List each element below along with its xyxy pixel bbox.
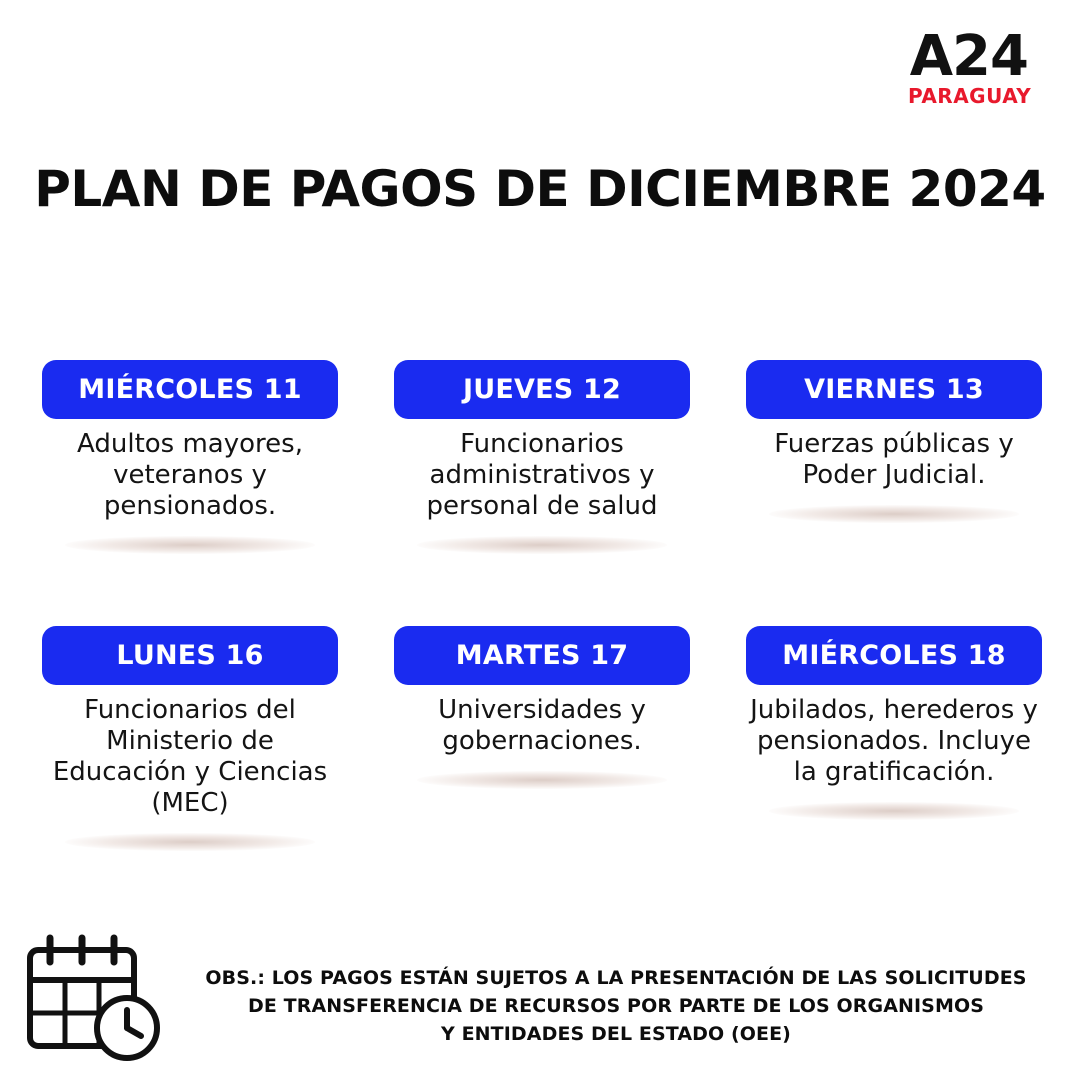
card-shadow	[65, 536, 315, 554]
schedule-card-day: MARTES 17	[394, 626, 690, 685]
schedule-card-day: MIÉRCOLES 11	[42, 360, 338, 419]
schedule-card	[394, 626, 690, 851]
schedule-card-detail: Jubilados, herederos y pensionados. Incluye la gratificación.	[750, 695, 1038, 787]
logo-brand-text: A24	[909, 24, 1028, 89]
footer-note-line-3: Y ENTIDADES DEL ESTADO (OEE)	[441, 1023, 791, 1045]
schedule-card-day: JUEVES 12	[394, 360, 690, 419]
a24-paraguay-logo	[908, 24, 1032, 118]
schedule-card	[746, 626, 1042, 851]
logo-main-row	[908, 26, 1028, 88]
schedule-card	[746, 360, 1042, 554]
schedule-card	[42, 626, 338, 851]
schedule-card	[394, 360, 690, 554]
schedule-card-detail: Universidades y gobernaciones.	[438, 695, 646, 756]
card-shadow	[417, 536, 667, 554]
calendar-clock-icon	[22, 932, 172, 1062]
card-shadow	[417, 771, 667, 789]
schedule-card-detail: Funcionarios del Ministerio de Educación y Ciencias (MEC)	[52, 695, 328, 818]
schedule-card-day: MIÉRCOLES 18	[746, 626, 1042, 685]
schedule-card-day: VIERNES 13	[746, 360, 1042, 419]
schedule-card-detail: Adultos mayores, veteranos y pensionados.	[77, 429, 303, 521]
card-shadow	[769, 802, 1019, 820]
schedule-card-detail: Funcionarios administrativos y personal de salud	[426, 429, 658, 521]
card-shadow	[769, 505, 1019, 523]
footer-note	[186, 964, 1046, 1048]
footer	[0, 915, 1080, 1080]
card-shadow	[65, 833, 315, 851]
payment-schedule-grid	[42, 360, 1042, 851]
footer-note-line-1: OBS.: LOS PAGOS ESTÁN SUJETOS A LA PRESENTACIÓN DE LAS SOLICITUDES	[205, 967, 1027, 989]
schedule-card-detail: Fuerzas públicas y Poder Judicial.	[774, 429, 1014, 490]
schedule-card	[42, 360, 338, 554]
logo-country-text: PARAGUAY	[908, 84, 1032, 108]
page-title: PLAN DE PAGOS DE DICIEMBRE 2024	[34, 160, 1046, 218]
footer-note-line-2: DE TRANSFERENCIA DE RECURSOS POR PARTE DE LOS ORGANISMOS	[247, 995, 985, 1017]
schedule-card-day: LUNES 16	[42, 626, 338, 685]
